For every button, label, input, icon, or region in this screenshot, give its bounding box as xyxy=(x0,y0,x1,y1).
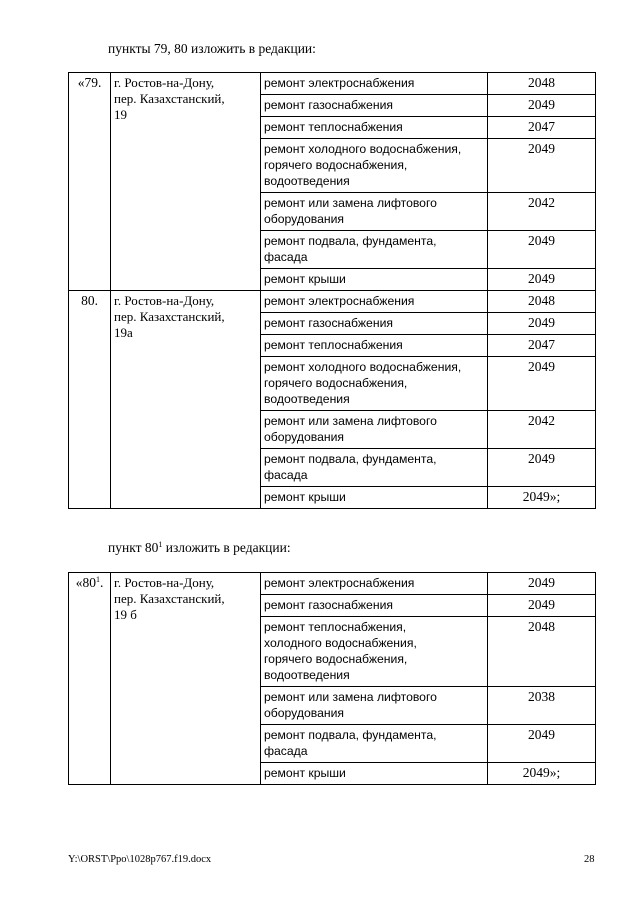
item-number xyxy=(69,573,111,785)
work-type-line: водоотведения xyxy=(264,668,350,682)
work-type-cell xyxy=(261,687,488,725)
intro-heading-2 xyxy=(108,540,291,556)
work-type-line: ремонт крыши xyxy=(264,766,346,780)
work-type-cell xyxy=(261,449,488,487)
item-number-text: «80 xyxy=(75,575,96,590)
address-line: пер. Казахстанский, xyxy=(114,309,225,324)
work-type-line: фасада xyxy=(264,250,308,264)
year-cell: 2049 xyxy=(488,231,596,269)
work-type-cell xyxy=(261,139,488,193)
work-type-cell xyxy=(261,73,488,95)
work-type-line: холодного водоснабжения, xyxy=(264,636,417,650)
item-number-text: 80. xyxy=(81,293,98,308)
work-type-cell xyxy=(261,411,488,449)
work-type-line: водоотведения xyxy=(264,174,350,188)
intro-heading-1: пункты 79, 80 изложить в редакции: xyxy=(108,41,316,56)
year-cell: 2048 xyxy=(488,617,596,687)
year-cell: 2049 xyxy=(488,269,596,291)
item-number-superscript: 1 xyxy=(95,575,100,584)
work-type-line: ремонт холодного водоснабжения, xyxy=(264,360,462,374)
year-cell: 2048 xyxy=(488,291,596,313)
year-cell: 2049 xyxy=(488,139,596,193)
footer-page-number: 28 xyxy=(584,854,595,865)
intro-2-superscript: 1 xyxy=(158,540,163,549)
work-type-cell xyxy=(261,357,488,411)
table-row xyxy=(69,291,596,313)
year-cell: 2038 xyxy=(488,687,596,725)
work-type-line: ремонт или замена лифтового xyxy=(264,414,437,428)
work-type-cell xyxy=(261,291,488,313)
work-type-line: ремонт подвала, фундамента, xyxy=(264,728,437,742)
work-type-cell xyxy=(261,617,488,687)
address-line: пер. Казахстанский, xyxy=(114,591,225,606)
address-line: г. Ростов-на-Дону, xyxy=(114,75,215,90)
address-cell xyxy=(111,73,261,291)
year-cell: 2049 xyxy=(488,313,596,335)
work-type-line: ремонт крыши xyxy=(264,272,346,286)
address-line: 19 xyxy=(114,107,127,122)
year-cell: 2049 xyxy=(488,573,596,595)
address-line: 19а xyxy=(114,325,133,340)
year-cell: 2048 xyxy=(488,73,596,95)
item-number-text: «79. xyxy=(77,75,102,90)
work-type-line: горячего водоснабжения, xyxy=(264,158,408,172)
work-type-line: фасада xyxy=(264,468,308,482)
work-type-line: ремонт холодного водоснабжения, xyxy=(264,142,462,156)
address-line: г. Ростов-на-Дону, xyxy=(114,293,215,308)
work-type-cell xyxy=(261,725,488,763)
work-type-line: ремонт или замена лифтового xyxy=(264,690,437,704)
work-type-line: ремонт подвала, фундамента, xyxy=(264,234,437,248)
year-cell: 2049»; xyxy=(488,763,596,785)
year-cell: 2049 xyxy=(488,95,596,117)
work-type-line: ремонт теплоснабжения, xyxy=(264,620,407,634)
work-type-cell xyxy=(261,193,488,231)
table-row xyxy=(69,73,596,95)
address-line: 19 б xyxy=(114,607,137,622)
year-cell: 2047 xyxy=(488,117,596,139)
table-row xyxy=(69,573,596,595)
work-type-line: оборудования xyxy=(264,706,345,720)
item-number xyxy=(69,73,111,291)
work-type-cell xyxy=(261,313,488,335)
work-type-line: ремонт электроснабжения xyxy=(264,294,415,308)
work-type-line: ремонт крыши xyxy=(264,490,346,504)
year-cell: 2049 xyxy=(488,595,596,617)
year-cell: 2049 xyxy=(488,357,596,411)
year-cell: 2049 xyxy=(488,449,596,487)
work-type-line: горячего водоснабжения, xyxy=(264,652,408,666)
work-type-line: ремонт или замена лифтового xyxy=(264,196,437,210)
address-cell xyxy=(111,573,261,785)
work-type-cell xyxy=(261,487,488,509)
work-type-line: водоотведения xyxy=(264,392,350,406)
work-type-cell xyxy=(261,95,488,117)
year-cell: 2042 xyxy=(488,193,596,231)
address-line: г. Ростов-на-Дону, xyxy=(114,575,215,590)
work-type-line: ремонт газоснабжения xyxy=(264,316,393,330)
work-type-line: оборудования xyxy=(264,430,345,444)
work-type-line: ремонт теплоснабжения xyxy=(264,120,403,134)
item-number-suffix: . xyxy=(99,575,104,590)
work-type-line: горячего водоснабжения, xyxy=(264,376,408,390)
work-type-line: фасада xyxy=(264,744,308,758)
year-cell: 2049»; xyxy=(488,487,596,509)
work-type-cell xyxy=(261,573,488,595)
work-type-line: ремонт электроснабжения xyxy=(264,576,415,590)
work-type-line: ремонт теплоснабжения xyxy=(264,338,403,352)
address-line: пер. Казахстанский, xyxy=(114,91,225,106)
footer-file-path: Y:\ORST\Ppo\1028p767.f19.docx xyxy=(68,854,212,865)
work-type-line: оборудования xyxy=(264,212,345,226)
work-type-cell xyxy=(261,335,488,357)
year-cell: 2047 xyxy=(488,335,596,357)
item-number xyxy=(69,291,111,509)
schedule-table-1 xyxy=(68,72,596,509)
year-cell: 2042 xyxy=(488,411,596,449)
work-type-line: ремонт газоснабжения xyxy=(264,598,393,612)
work-type-cell xyxy=(261,595,488,617)
work-type-cell xyxy=(261,117,488,139)
year-cell: 2049 xyxy=(488,725,596,763)
work-type-line: ремонт подвала, фундамента, xyxy=(264,452,437,466)
intro-2-suffix: изложить в редакции: xyxy=(162,540,291,555)
work-type-cell xyxy=(261,763,488,785)
work-type-line: ремонт электроснабжения xyxy=(264,76,415,90)
schedule-table-2 xyxy=(68,572,596,785)
intro-2-prefix: пункт 80 xyxy=(108,540,159,555)
work-type-cell xyxy=(261,231,488,269)
address-cell xyxy=(111,291,261,509)
work-type-cell xyxy=(261,269,488,291)
work-type-line: ремонт газоснабжения xyxy=(264,98,393,112)
